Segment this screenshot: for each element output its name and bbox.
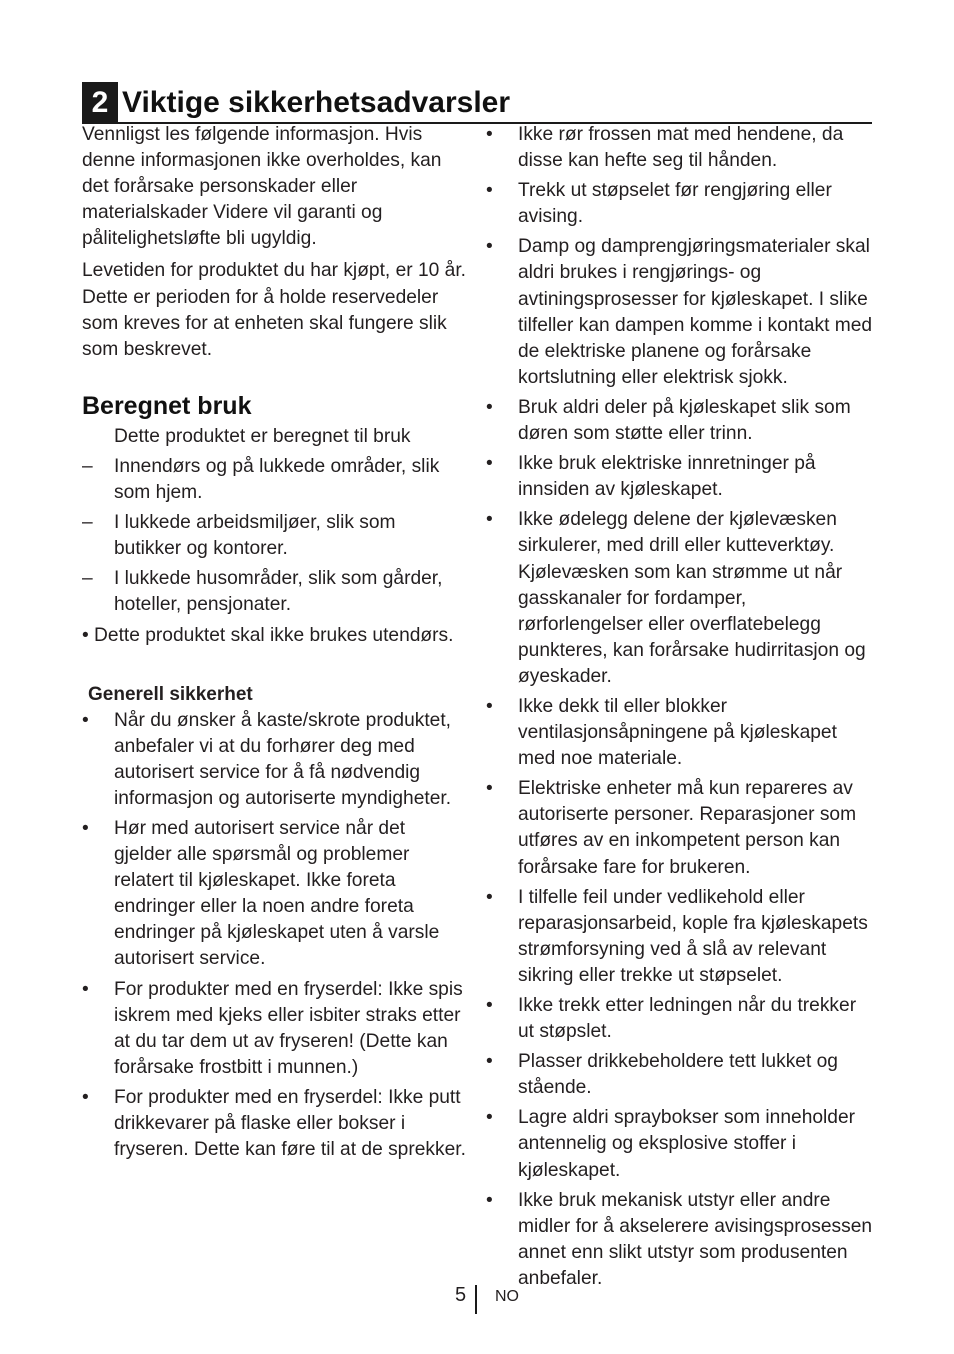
bullet-marker: • [82, 1086, 89, 1108]
dash-marker: – [82, 512, 93, 534]
bullet-marker: • [82, 709, 89, 731]
list-item-text: Ikke rør frossen mat med hendene, da disse kan hefte seg til hånden. [518, 124, 844, 172]
list-item-text: I lukkede husområder, slik som gårder, hoteller, pensjonater. [114, 568, 443, 616]
left-column [82, 122, 467, 1167]
section-header [82, 82, 872, 125]
list-item [486, 1188, 876, 1292]
bullet-marker: • [486, 1051, 493, 1073]
list-item [486, 1049, 876, 1101]
general-safety-heading: Generell sikkerhet [88, 683, 253, 705]
page-footer [0, 1282, 954, 1316]
list-item [82, 454, 467, 506]
language-code: NO [495, 1288, 519, 1305]
list-item [82, 1085, 467, 1163]
bullet-marker: • [82, 978, 89, 1000]
list-item-text: Damp og damprengjøringsmaterialer skal aldri brukes i rengjørings- og avtiningsprosesser for kjøleskapet. I slike tilfeller kan dampen komme i kontakt med de elektriske planene og forårsake kortslutning eller elektrisk sjokk. [518, 236, 873, 388]
intro-paragraph: Levetiden for produktet du har kjøpt, er 10 år. Dette er perioden for å holde reservedeler som kreves for at enheten skal fungere slik som beskrevet. [82, 260, 466, 360]
intro-paragraph: Vennligst les følgende informasjon. Hvis denne informasjonen ikke overholdes, kan det forårsake personskader eller materialskader Videre vil garanti og pålitelighetsløfte bli ugyldig. [82, 124, 442, 250]
list-item-text: Ikke bruk elektriske innretninger på innsiden av kjøleskapet. [518, 453, 816, 501]
bullet-marker: • [486, 236, 493, 258]
bullet-marker: • [486, 453, 493, 475]
bullet-marker: • [486, 778, 493, 800]
page-title: Viktige sikkerhetsadvarsler [122, 86, 511, 119]
outdoor-note: • Dette produktet skal ikke brukes utendørs. [82, 624, 454, 646]
list-item [486, 178, 876, 230]
list-item [82, 510, 467, 562]
list-item-text: Plasser drikkebeholdere tett lukket og stående. [518, 1051, 838, 1099]
list-item [486, 451, 876, 503]
list-item-text: Hør med autorisert service når det gjelder alle spørsmål og problemer relatert til kjøleskapet. Ikke foreta endringer eller la noen andre foreta endringer på kjøleskapet uten å varsle autorisert service. [114, 817, 440, 970]
list-item [82, 708, 467, 812]
bullet-marker: • [486, 124, 493, 145]
list-item-text: Elektriske enheter må kun repareres av autoriserte personer. Reparasjoner som utføres av en inkompetent person kan forårsake fare for brukeren. [518, 778, 857, 878]
list-item [486, 122, 876, 174]
list-item-text: Ikke ødelegg delene der kjølevæsken sirkulerer, med drill eller kutteverktøy. Kjølevæsken som kan strømme ut når gasskanaler for fordamper, rørforlengelser eller overflatebelegg punkteres, kan forårsake hudirritasjon og øyeskader. [518, 509, 866, 687]
chapter-number: 2 [82, 82, 118, 123]
list-item [486, 694, 876, 772]
bullet-marker: • [486, 1107, 493, 1129]
list-item [82, 977, 467, 1081]
list-item [486, 1105, 876, 1183]
right-column [486, 122, 876, 1296]
list-item-text: Innendørs og på lukkede områder, slik som hjem. [114, 455, 440, 504]
list-item-text: I lukkede arbeidsmiljøer, slik som butikker og kontorer. [114, 512, 396, 560]
list-item [486, 993, 876, 1045]
bullet-marker: • [486, 509, 493, 531]
bullet-marker: • [486, 1189, 493, 1211]
list-item [82, 816, 467, 973]
bullet-marker: • [486, 396, 493, 418]
list-item-text: I tilfelle feil under vedlikehold eller reparasjonsarbeid, kople fra kjøleskapets strømforsyning ved å slå av relevant sikring eller trekke ut støpselet. [518, 886, 868, 986]
bullet-marker: • [486, 886, 493, 908]
list-item [486, 234, 876, 391]
list-item-text: Ikke trekk etter ledningen når du trekker ut støpslet. [518, 995, 857, 1043]
list-item-text: Ikke dekk til eller blokker ventilasjonsåpningene på kjøleskapet med noe materiale. [518, 695, 837, 770]
list-item-text: For produkter med en fryserdel: Ikke spis iskrem med kjeks eller isbiter straks etter at du tar dem ut av fryseren! (Dette kan forårsake frostbitt i munnen.) [114, 978, 463, 1078]
page-number: 5 [455, 1284, 467, 1306]
list-item-text: Lagre aldri spraybokser som inneholder antennelig og eksplosive stoffer i kjøleskapet. [518, 1107, 856, 1181]
footer-divider [475, 1285, 477, 1314]
list-item-text: For produkter med en fryserdel: Ikke putt drikkevarer på flaske eller bokser i fryseren. Dette kan føre til at de sprekker. [114, 1086, 466, 1161]
list-item-text: Trekk ut støpselet før rengjøring eller avising. [518, 180, 832, 228]
list-item-text: Når du ønsker å kaste/skrote produktet, anbefaler vi at du forhører deg med autorisert service for å få nødvendig informasjon og autoriserte myndigheter. [114, 709, 452, 809]
list-item [486, 776, 876, 880]
list-item [82, 566, 467, 618]
bullet-marker: • [486, 995, 493, 1016]
list-item [486, 395, 876, 447]
bullet-marker: • [486, 695, 493, 717]
dash-marker: – [82, 568, 93, 590]
general-safety-list [82, 708, 467, 1164]
intended-use-heading: Beregnet bruk [82, 391, 252, 420]
list-item [486, 507, 876, 690]
bullet-marker: • [486, 180, 493, 202]
list-item-text: Bruk aldri deler på kjøleskapet slik som døren som støtte eller trinn. [518, 396, 851, 445]
list-item-text: Ikke bruk mekanisk utstyr eller andre midler for å akselerere avisingsprosessen annet enn slikt utstyr som produsenten anbefaler. [518, 1189, 873, 1289]
intended-use-list [82, 454, 467, 619]
list-item [486, 885, 876, 989]
intended-use-lead: Dette produktet er beregnet til bruk [114, 425, 411, 447]
safety-list-continued [486, 122, 876, 1292]
bullet-marker: • [82, 817, 89, 839]
dash-marker: – [82, 455, 93, 477]
